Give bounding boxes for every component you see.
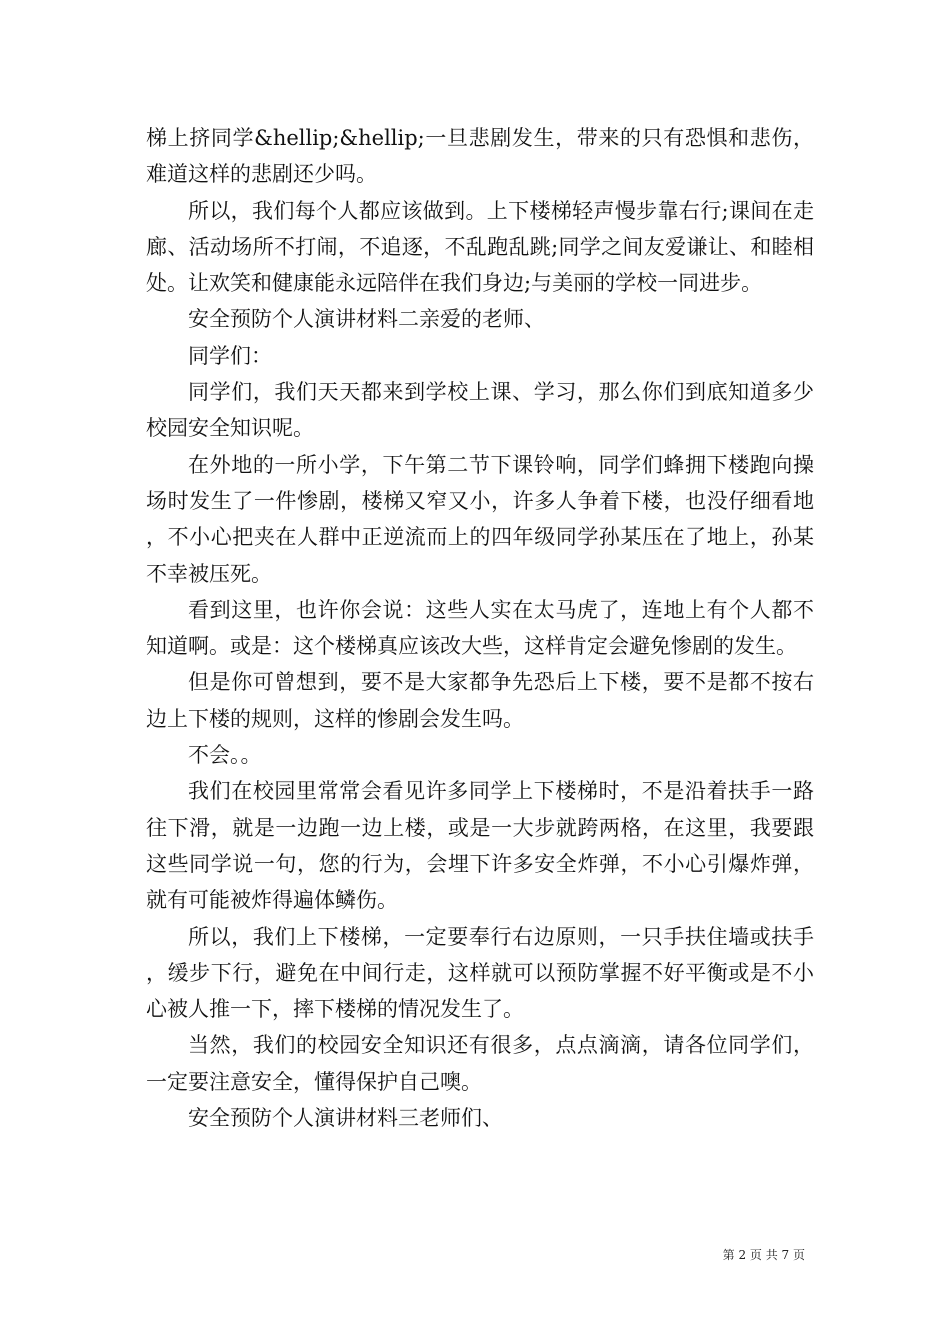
paragraph-4: 同学们： [188, 343, 272, 368]
paragraph-3: 安全预防个人演讲材料二亲爱的老师、 [188, 307, 545, 332]
page-number-footer: 第 2 页 共 7 页 [722, 1248, 805, 1262]
paragraph-8: 但是你可曾想到，要不是大家都争先恐后上下楼，要不是都不按右边上下楼的规则，这样的惨剧会发生吗。 [146, 670, 814, 731]
document-body [146, 120, 814, 1136]
paragraph-12: 当然，我们的校园安全知识还有很多，点点滴滴，请各位同学们，一定要注意安全，懂得保护自己噢。 [146, 1033, 814, 1094]
paragraph-1: 梯上挤同学&hellip;&hellip;一旦悲剧发生，带来的只有恐惧和悲伤，难道这样的悲剧还少吗。 [146, 126, 814, 187]
paragraph-6: 在外地的一所小学，下午第二节下课铃响，同学们蜂拥下楼跑向操场时发生了一件惨剧，楼梯又窄又小，许多人争着下楼，也没仔细看地，不小心把夹在人群中正逆流而上的四年级同学孙某压在了地上，孙某不幸被压死。 [146, 452, 814, 586]
paragraph-13: 安全预防个人演讲材料三老师们、 [188, 1106, 503, 1131]
paragraph-9: 不会。。 [188, 743, 262, 768]
paragraph-11: 所以，我们上下楼梯，一定要奉行右边原则，一只手扶住墙或扶手，缓步下行，避免在中间行走，这样就可以预防掌握不好平衡或是不小心被人推一下，摔下楼梯的情况发生了。 [146, 924, 814, 1022]
paragraph-5: 同学们，我们天天都来到学校上课、学习，那么你们到底知道多少校园安全知识呢。 [146, 380, 814, 441]
paragraph-10: 我们在校园里常常会看见许多同学上下楼梯时，不是沿着扶手一路往下滑，就是一边跑一边上楼，或是一大步就跨两格，在这里，我要跟这些同学说一句，您的行为，会埋下许多安全炸弹，不小心引爆炸弹，就有可能被炸得遍体鳞伤。 [146, 779, 814, 913]
paragraph-7: 看到这里，也许你会说：这些人实在太马虎了，连地上有个人都不知道啊。或是：这个楼梯真应该改大些，这样肯定会避免惨剧的发生。 [146, 597, 814, 659]
paragraph-2: 所以，我们每个人都应该做到。上下楼梯轻声慢步靠右行;课间在走廊、活动场所不打闹，不追逐，不乱跑乱跳;同学之间友爱谦让、和睦相处。让欢笑和健康能永远陪伴在我们身边;与美丽的学校一同进步。 [146, 198, 814, 296]
